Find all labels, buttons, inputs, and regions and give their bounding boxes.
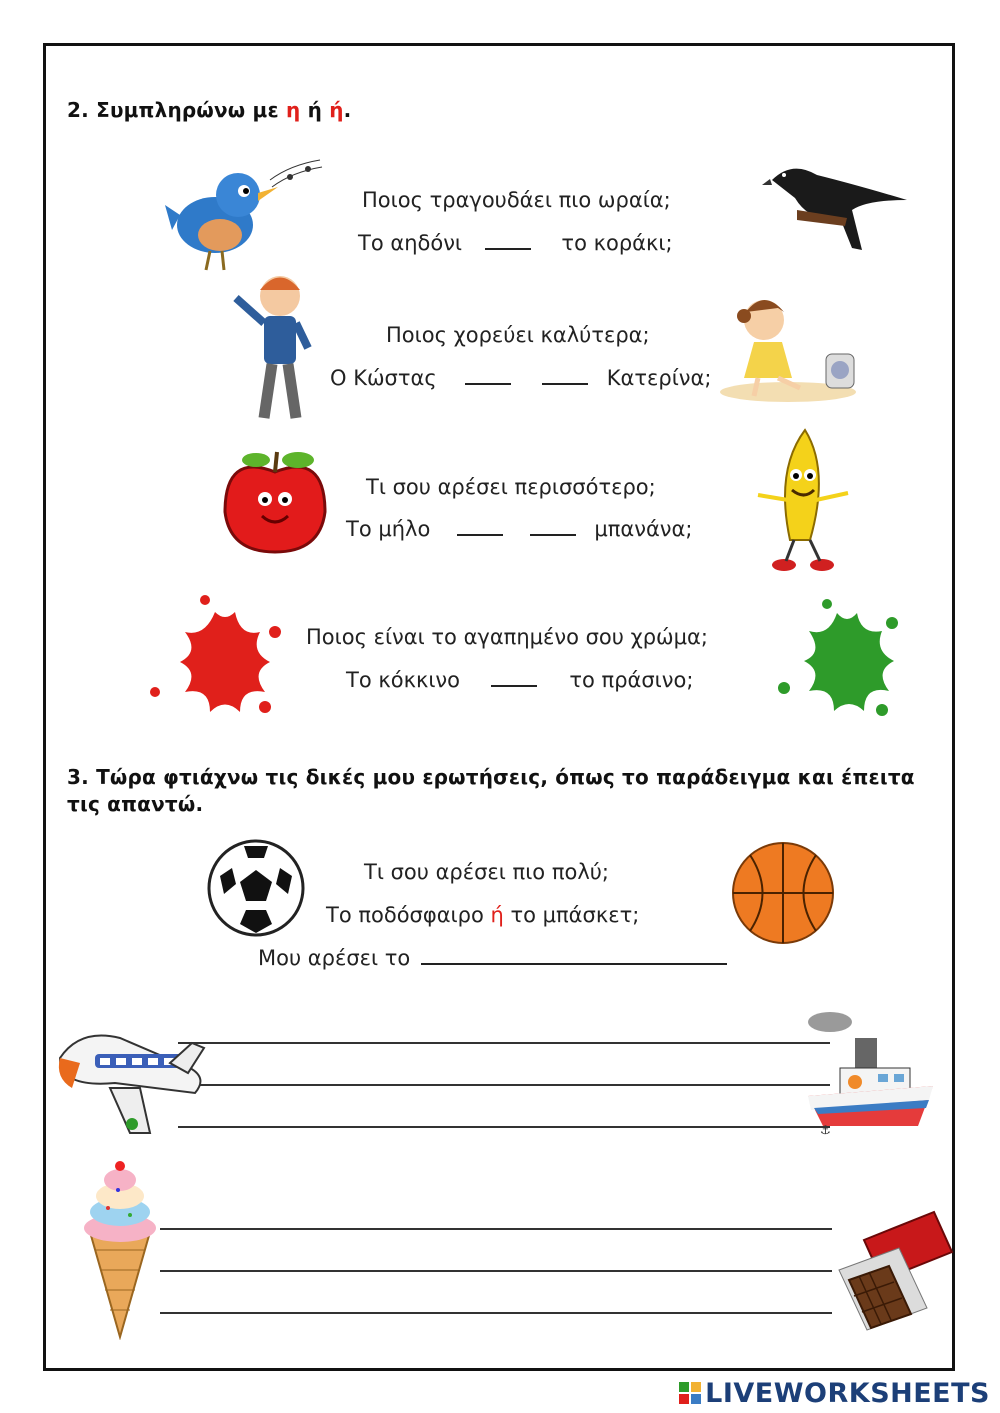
- chocolate-icon: [834, 1210, 954, 1334]
- writing-line[interactable]: [178, 1084, 830, 1086]
- green-splash-icon: [772, 598, 907, 723]
- writing-line[interactable]: [178, 1126, 830, 1128]
- blank-field[interactable]: [465, 382, 511, 385]
- liveworksheets-logo: LIVEWORKSHEETS: [679, 1378, 990, 1409]
- blank-field[interactable]: [491, 684, 537, 687]
- answer-line-2: Ο Κώστας Κατερίνα;: [330, 366, 712, 390]
- boat-icon: [800, 1008, 935, 1140]
- blank-field[interactable]: [485, 247, 531, 250]
- airplane-icon: [50, 1018, 208, 1142]
- question-4: Ποιος είναι το αγαπημένο σου χρώμα;: [306, 625, 708, 649]
- dancing-girl-icon: [718, 292, 860, 404]
- answer-line-3: Το μήλο μπανάνα;: [346, 517, 693, 541]
- ice-cream-icon: [80, 1160, 160, 1340]
- blank-field[interactable]: [542, 382, 588, 385]
- red-splash-icon: [145, 592, 285, 722]
- answer-line-1: Το αηδόνι το κοράκι;: [358, 231, 673, 255]
- example-line: Το ποδόσφαιρο ή το μπάσκετ;: [326, 903, 640, 927]
- question-2: Ποιος χορεύει καλύτερα;: [386, 323, 650, 347]
- blank-field[interactable]: [530, 533, 576, 536]
- svg-text:⚓: ⚓: [820, 1123, 831, 1137]
- writing-line[interactable]: [160, 1312, 832, 1314]
- answer-field[interactable]: [421, 962, 727, 965]
- section-2-heading: 2. Συμπληρώνω με η ή ή.: [67, 98, 352, 122]
- liveworksheets-badge-icon: [679, 1382, 701, 1404]
- soccer-ball-icon: [206, 838, 306, 938]
- section-3-heading: 3. Τώρα φτιάχνω τις δικές μου ερωτήσεις, όπως το παράδειγμα και έπειτα τις απαντώ.: [67, 765, 915, 816]
- answer-line-4: Το κόκκινο το πράσινο;: [346, 668, 694, 692]
- writing-line[interactable]: [160, 1228, 832, 1230]
- blank-field[interactable]: [457, 533, 503, 536]
- dancing-boy-icon: [228, 268, 328, 426]
- writing-line[interactable]: [178, 1042, 830, 1044]
- writing-line[interactable]: [160, 1270, 832, 1272]
- crow-icon: [762, 155, 912, 255]
- apple-icon: [220, 444, 330, 554]
- example-answer: Μου αρέσει το: [258, 946, 727, 970]
- example-question: Τι σου αρέσει πιο πολύ;: [364, 860, 609, 884]
- basketball-icon: [730, 840, 836, 946]
- banana-icon: [750, 425, 856, 575]
- question-3: Τι σου αρέσει περισσότερο;: [366, 475, 656, 499]
- singing-bird-icon: [160, 155, 330, 275]
- question-1: Ποιος τραγουδάει πιο ωραία;: [362, 188, 671, 212]
